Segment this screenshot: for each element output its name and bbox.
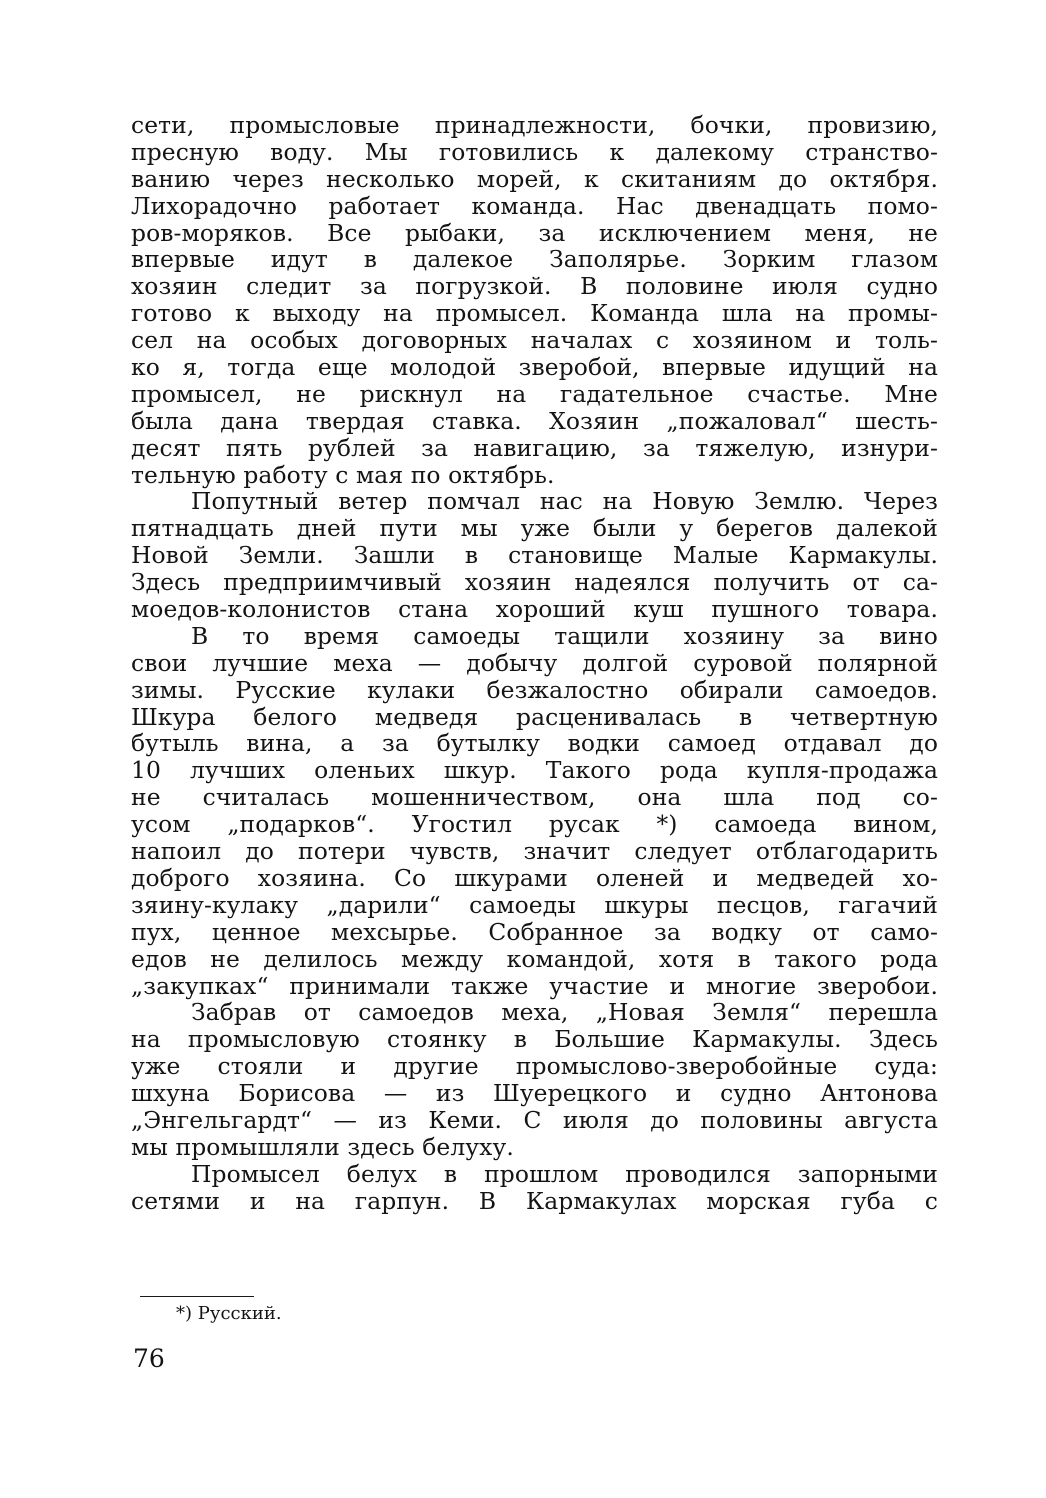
text-line: Лихорадочно работает команда. Нас двенадцать помо- [131, 191, 938, 220]
body-text [131, 112, 938, 1215]
text-line: тельную работу с мая по октябрь. [131, 460, 555, 489]
text-line: десят пять рублей за навигацию, за тяжелую, изнури- [131, 433, 938, 462]
text-line: напоил до потери чувств, значит следует отблагодарить [131, 837, 938, 866]
text-line: доброго хозяина. Со шкурами оленей и медведей хо- [131, 863, 938, 892]
text-line: Шкура белого медведя расценивалась в четвертную [131, 702, 938, 731]
text-line: пресную воду. Мы готовились к далекому странство- [131, 137, 938, 166]
text-line: Новой Земли. Зашли в становище Малые Кармакулы. [131, 541, 938, 570]
text-line: „Энгельгардт“ — из Кеми. С июля до половины августа [131, 1105, 938, 1134]
text-line: Промысел белух в прошлом проводился запорными [191, 1159, 938, 1188]
text-line: едов не делилось между командой, хотя в такого рода [131, 944, 938, 973]
text-line: пятнадцать дней пути мы уже были у берегов далекой [131, 514, 938, 543]
text-line: готово к выходу на промысел. Команда шла на промы- [131, 299, 938, 328]
text-line: зимы. Русские кулаки безжалостно обирали самоедов. [131, 675, 938, 704]
text-line: не считалась мошенничеством, она шла под со- [131, 783, 938, 812]
text-line: Забрав от самоедов меха, „Новая Земля“ перешла [191, 998, 938, 1027]
text-line: моедов-колонистов стана хороший куш пушного товара. [131, 595, 938, 624]
text-line: В то время самоеды тащили хозяину за вино [191, 621, 938, 650]
text-line: ров-моряков. Все рыбаки, за исключением меня, не [131, 218, 938, 247]
text-line: бутыль вина, а за бутылку водки самоед отдавал до [131, 729, 938, 758]
text-line: зяину-кулаку „дарили“ самоеды шкуры песцов, гагачий [131, 890, 938, 919]
text-line: хозяин следит за погрузкой. В половине июля судно [131, 272, 938, 301]
footnote-separator [140, 1296, 254, 1297]
text-line: была дана твердая ставка. Хозяин „пожаловал“ шесть- [131, 406, 938, 435]
text-line: „закупках“ принимали также участие и многие зверобои. [131, 971, 938, 1000]
text-line: впервые идут в далекое Заполярье. Зорким глазом [131, 245, 938, 274]
text-line: усом „подарков“. Угостил русак *) самоеда вином, [131, 810, 938, 839]
text-line: шхуна Борисова — из Шуерецкого и судно Антонова [131, 1079, 938, 1108]
text-line: мы промышляли здесь белуху. [131, 1132, 514, 1161]
text-line: пух, ценное мехсырье. Собранное за водку от само- [131, 917, 938, 946]
text-line: ко я, тогда еще молодой зверобой, впервые идущий на [131, 353, 938, 382]
text-line: промысел, не рискнул на гадательное счастье. Мне [131, 379, 938, 408]
footnote: *) Русский. [176, 1303, 282, 1324]
text-line: уже стояли и другие промыслово-зверобойные суда: [131, 1052, 938, 1081]
text-line: ванию через несколько морей, к скитаниям до октября. [131, 164, 938, 193]
text-line: Здесь предприимчивый хозяин надеялся получить от са- [131, 568, 938, 597]
text-line: сел на особых договорных началах с хозяином и толь- [131, 326, 938, 355]
text-line: Попутный ветер помчал нас на Новую Землю. Через [191, 487, 938, 516]
page-number: 76 [133, 1344, 165, 1373]
text-line: на промысловую стоянку в Большие Кармакулы. Здесь [131, 1025, 938, 1054]
text-line: сетями и на гарпун. В Кармакулах морская губа с [131, 1186, 938, 1215]
text-line: 10 лучших оленьих шкур. Такого рода купля-продажа [131, 756, 938, 785]
text-line: свои лучшие меха — добычу долгой суровой полярной [131, 648, 938, 677]
text-line: сети, промысловые принадлежности, бочки, провизию, [131, 111, 938, 139]
